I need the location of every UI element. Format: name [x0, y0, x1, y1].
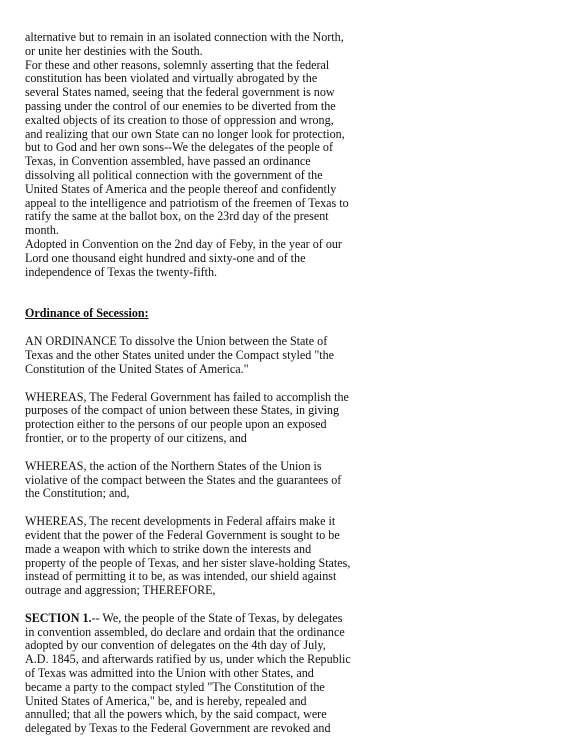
ordinance-heading: Ordinance of Secession:: [25, 306, 149, 321]
paragraph-adoption: Adopted in Convention on the 2nd day of Feby, in the year of our Lord one thousand eight hundred and sixty-one and of the independence of Texas the twenty-fifth.: [25, 236, 342, 279]
spacer: [25, 279, 355, 307]
whereas-clause-1: WHEREAS, The Federal Government has failed to accomplish the purposes of the compact of union between these States, in giving protection either to the persons of our people upon an exposed frontier, or to the property of our citizens, and: [25, 389, 349, 445]
whereas-clause-3: WHEREAS, The recent developments in Federal affairs make it evident that the power of the Federal Government is sought to be made a weapon with which to strike down the interests and property of the people of Texas, and her sister slave-holding States, instead of permitting it to be, as was intended, our shield against outrage and aggression; THEREFORE,: [25, 514, 351, 598]
paragraph-reasons: For these and other reasons, solemnly asserting that the federal constitution has been violated and virtually abrogated by the several States named, seeing that the federal government is now passing under the control of our enemies to be diverted from the exalted objects of its creation to those of oppression and wrong, and realizing that our own State can no longer look for protection, but to God and her own sons--We the delegates of the people of Texas, in Convention assembled, have passed an ordinance dissolving all political connection with the government of the United States of America and the people thereof and confidently appeal to the intelligence and patriotism of the freemen of Texas to ratify the same at the ballot box, on the 23rd day of the present month.: [25, 57, 349, 238]
spacer: [25, 377, 355, 391]
whereas-clause-2: WHEREAS, the action of the Northern States of the Union is violative of the compact between the States and the guarantees of the Constitution; and,: [25, 458, 342, 501]
section-1-text: -- We, the people of the State of Texas, by delegates in convention assembled, do declare and ordain that the ordinance adopted by our convention of delegates on the 4th day of July, A.D. 1845, and afterwards ratified by us, under which the Republic of Texas was admitted into the Union with other States, and became a party to the compact styled "The Constitution of the United States of America," be, and is hereby, repealed and annulled; that all the powers which, by the said compact, were delegated by Texas to the Federal Government are revoked and: [25, 610, 351, 736]
paragraph-continuation: alternative but to remain in an isolated connection with the North, or unite her destinies with the South.: [25, 30, 344, 58]
section-1: [25, 612, 355, 736]
section-1-label: SECTION 1.: [25, 610, 92, 625]
spacer: [25, 501, 355, 515]
document-page: [25, 31, 355, 736]
ordinance-intro: AN ORDINANCE To dissolve the Union between the State of Texas and the other States united under the Compact styled "the Constitution of the United States of America.": [25, 334, 335, 376]
spacer: [25, 598, 355, 612]
spacer: [25, 321, 355, 335]
spacer: [25, 446, 355, 460]
